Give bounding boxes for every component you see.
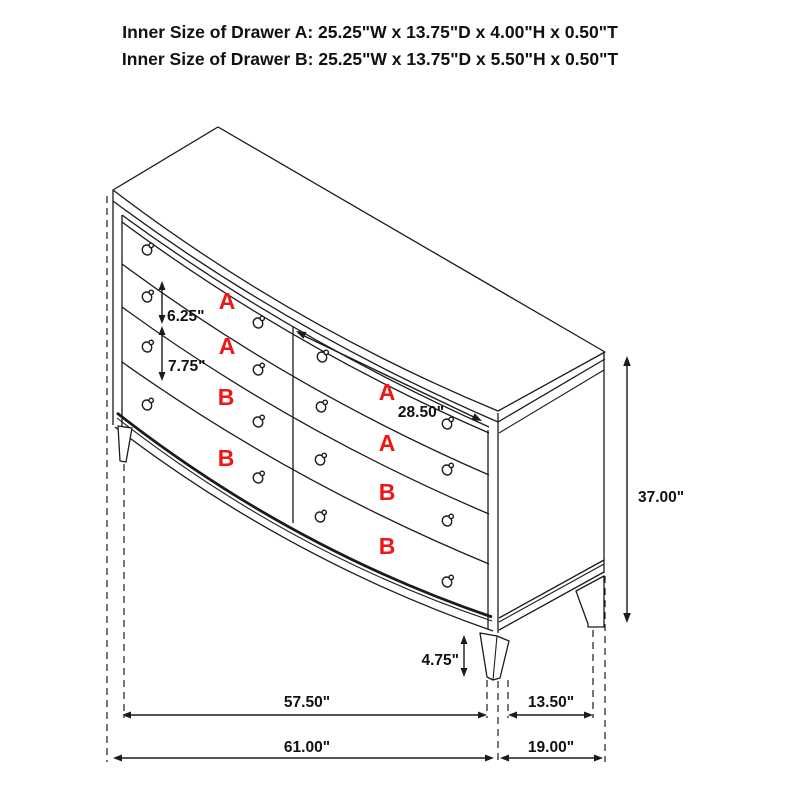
dim-label: 6.25": [167, 308, 205, 325]
dim-label: 37.00": [638, 489, 685, 506]
drawer-knob-icon: [314, 510, 327, 523]
arrowhead-left-icon: [508, 712, 517, 719]
base-rail-mid: [117, 418, 492, 621]
drawer-label-right-2: A: [378, 430, 396, 456]
drawer-label-right-3: B: [378, 479, 396, 505]
arrowhead-down-icon: [159, 315, 166, 324]
dim-label: 28.50": [397, 404, 445, 421]
drawer-knob-icon: [441, 575, 454, 588]
drawer-row-curve-3: [122, 362, 489, 564]
drawer-knob-icon: [314, 453, 327, 466]
base-rail-top: [117, 413, 492, 617]
arrowhead-left-icon: [500, 755, 509, 762]
dim-label: 13.50": [527, 694, 575, 711]
arrowhead-right-icon: [584, 712, 593, 719]
drawer-label-right-4: B: [378, 533, 396, 559]
drawer-knob-icon: [316, 350, 329, 363]
arrowhead-down-icon: [159, 372, 166, 381]
dim-leg-height: [421, 635, 467, 677]
front-left-leg: [118, 426, 132, 462]
arrowhead-left-icon: [122, 712, 131, 719]
arrowhead-right-icon: [594, 755, 603, 762]
front-right-leg: [480, 633, 509, 680]
dim-overall-width: [113, 739, 494, 762]
dim-side-depth: [508, 694, 593, 719]
dim-drawer-b-height: [159, 326, 206, 381]
drawer-knob-icon: [441, 463, 454, 476]
arrowhead-right-icon: [478, 712, 487, 719]
arrowhead-up-icon: [461, 635, 468, 644]
arrowhead-up-icon: [623, 356, 631, 366]
dim-label: 57.50": [283, 694, 331, 711]
drawer-knob-icon: [252, 316, 265, 329]
legs: [118, 426, 604, 680]
arrowhead-right-icon: [485, 755, 494, 762]
drawer-knob-icon: [315, 400, 328, 413]
drawer-knob-icon: [252, 415, 265, 428]
arrowhead-up-icon: [159, 326, 166, 335]
drawer-knob-icon: [441, 514, 454, 527]
back-right-leg: [576, 576, 604, 627]
drawer-label-left-2: A: [218, 333, 236, 359]
arrowhead-down-icon: [623, 613, 631, 623]
dim-label: 61.00": [283, 739, 331, 756]
dim-overall-height: [623, 356, 684, 623]
drawer-label-right-1: A: [378, 379, 396, 405]
drawer-knob-icon: [141, 243, 154, 256]
dim-front-width: [122, 694, 487, 719]
dim-label: 7.75": [168, 358, 206, 375]
drawer-label-left-1: A: [218, 288, 236, 314]
drawer-knob-icon: [252, 363, 265, 376]
dim-overall-depth: [500, 739, 603, 762]
dim-label: 4.75": [421, 652, 459, 669]
header-line-drawer-a: Inner Size of Drawer A: 25.25"W x 13.75"D x 4.00"H x 0.50"T: [122, 22, 618, 42]
arrowhead-up-icon: [159, 281, 166, 290]
dim-drawer-a-height: [159, 281, 205, 325]
drawer-knob-icon: [141, 290, 154, 303]
arrowhead-left-icon: [113, 755, 122, 762]
drawer-knob-icon: [141, 398, 154, 411]
arrowhead-down-icon: [461, 668, 468, 677]
drawer-knob-icon: [141, 340, 154, 353]
header-line-drawer-b: Inner Size of Drawer B: 25.25"W x 13.75"D x 5.50"H x 0.50"T: [121, 49, 619, 69]
cabinet-top: [113, 127, 605, 433]
drawer-label-left-4: B: [217, 445, 235, 471]
dim-label: 19.00": [527, 739, 575, 756]
drawer-label-left-3: B: [217, 384, 235, 410]
drawer-knob-icon: [252, 471, 265, 484]
